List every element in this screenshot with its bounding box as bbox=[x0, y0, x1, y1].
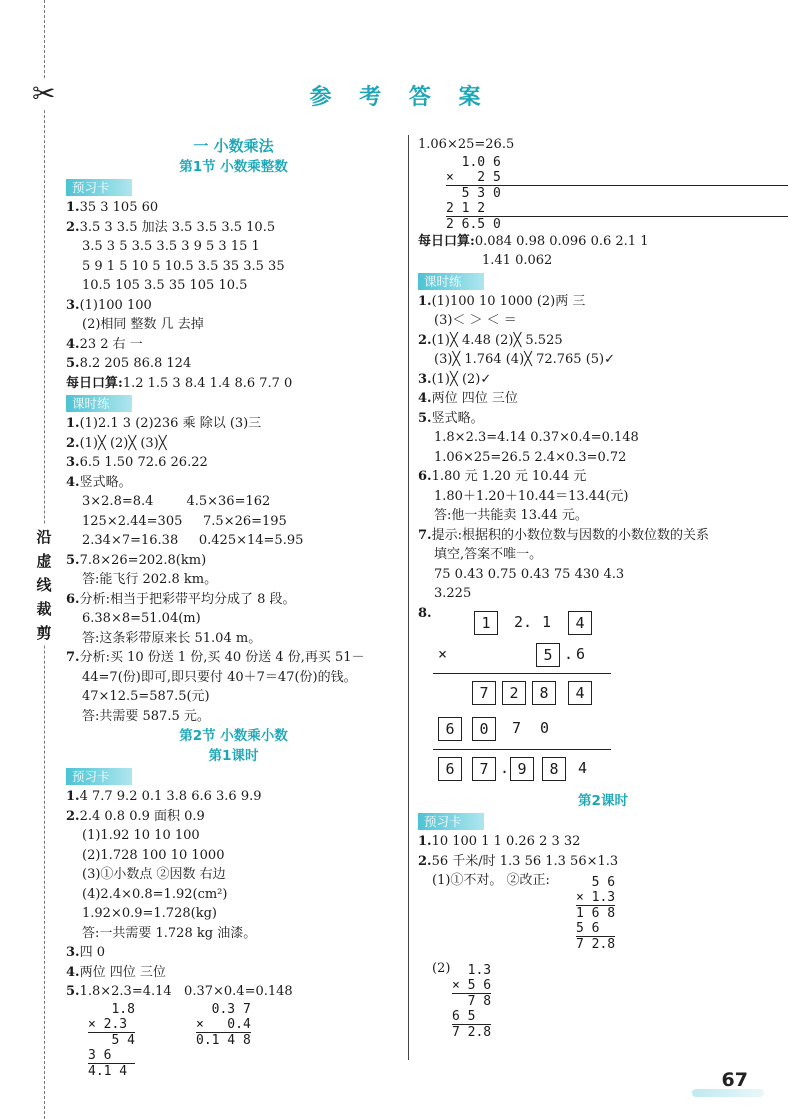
item-number: 5. bbox=[66, 552, 80, 568]
item-number: 3. bbox=[66, 945, 80, 960]
item-number: 5. bbox=[66, 356, 80, 371]
item-number: 2. bbox=[66, 435, 80, 451]
vertical-calc bbox=[88, 1002, 135, 1079]
answer-line bbox=[66, 648, 401, 668]
preview-tag: 预习卡 bbox=[66, 179, 132, 196]
answer-text: 2.4 0.8 0.9 面积 0.9 bbox=[79, 808, 205, 824]
calc-row: 1 6 8 bbox=[576, 906, 616, 921]
answer-line: 1.06×25=26.5 bbox=[418, 137, 515, 152]
answer-text: 35 3 105 60 bbox=[79, 200, 159, 215]
answer-text: 0.084 0.98 0.096 0.6 2.1 1 bbox=[474, 233, 649, 249]
answer-line bbox=[66, 414, 401, 434]
item-number: 2. bbox=[66, 808, 80, 824]
answer-text: 3.5 3 3.5 加法 3.5 3.5 3.5 10.5 bbox=[79, 219, 276, 235]
box-row bbox=[418, 751, 618, 791]
lesson-title: 第2课时 bbox=[578, 793, 628, 809]
vertical-calc-group bbox=[418, 959, 788, 1049]
answer-line bbox=[66, 982, 401, 1002]
answer-line: 2.34×7=16.38 0.425×14=5.95 bbox=[82, 533, 304, 548]
answer-text: (1)100 100 bbox=[79, 297, 152, 313]
digit-text: 0 bbox=[540, 719, 550, 737]
digit-box: 4 bbox=[568, 681, 592, 705]
digit-text: . bbox=[564, 645, 574, 663]
item-number: 2. bbox=[418, 332, 432, 348]
answer-line: 答:一共需要 1.728 kg 油漆。 bbox=[82, 925, 257, 941]
digit-box: 9 bbox=[510, 757, 534, 781]
answer-line: 答:能飞行 202.8 km。 bbox=[82, 572, 218, 587]
calc-row: 5 6 bbox=[576, 921, 615, 937]
calc-row: × 0.4 bbox=[196, 1016, 251, 1032]
answer-text: 分析:买 10 份送 1 份,买 40 份送 4 份,再买 51－ bbox=[79, 650, 365, 665]
answer-line: (1)1.92 10 10 100 bbox=[82, 828, 200, 843]
item-number: 7. bbox=[66, 650, 80, 665]
digit-text: 4 bbox=[578, 759, 588, 777]
answer-line: 答:他一共能卖 13.44 元。 bbox=[434, 508, 588, 523]
calc-row: 7 8 bbox=[452, 994, 492, 1009]
item-number: 1. bbox=[66, 416, 80, 431]
chapter-title: 一 小数乘法 bbox=[193, 137, 274, 155]
item-number: 1. bbox=[418, 293, 432, 309]
answer-line bbox=[66, 473, 401, 493]
answer-line: 答:这条彩带原来长 51.04 m。 bbox=[82, 630, 262, 646]
underline bbox=[433, 749, 611, 750]
digit-box: 8 bbox=[542, 757, 566, 781]
section-title: 第1节 小数乘整数 bbox=[179, 159, 288, 175]
item-number: 3. bbox=[66, 455, 80, 470]
calc-row: 5 3 0 bbox=[446, 185, 501, 201]
answer-text: 四 0 bbox=[79, 945, 105, 960]
answer-line bbox=[418, 467, 788, 487]
item-number: 4. bbox=[66, 336, 80, 352]
answer-line bbox=[66, 551, 401, 571]
answer-line: 1.92×0.9=1.728(kg) bbox=[82, 906, 217, 921]
digit-box: 0 bbox=[472, 717, 496, 741]
digit-box: 4 bbox=[568, 611, 592, 635]
digit-box: 5 bbox=[536, 643, 560, 667]
answer-line bbox=[66, 198, 401, 218]
answer-text: 两位 四位 三位 bbox=[79, 964, 166, 980]
vertical-calc bbox=[446, 155, 788, 232]
cut-char: 线 bbox=[36, 576, 52, 594]
answer-line: 44=7(份)即可,即只要付 40＋7＝47(份)的钱。 bbox=[82, 669, 357, 685]
answer-line bbox=[418, 526, 788, 546]
answer-text: 两位 四位 三位 bbox=[431, 391, 518, 406]
section-title: 第2节 小数乘小数 bbox=[179, 728, 288, 744]
calc-row: 1.8 bbox=[88, 1001, 135, 1017]
digit-box: 2 bbox=[502, 681, 526, 705]
answer-line: 75 0.43 0.75 0.43 75 430 4.3 bbox=[434, 566, 625, 582]
daily-calc-label: 每日口算: bbox=[418, 233, 475, 249]
answer-line: (3)╳ 1.764 (4)╳ 72.765 (5)✓ bbox=[434, 352, 616, 367]
practice-tag: 课时练 bbox=[66, 395, 132, 412]
preview-tag: 预习卡 bbox=[418, 813, 484, 830]
box-multiplication bbox=[418, 605, 788, 785]
calc-row: 6 5 bbox=[452, 1009, 491, 1025]
item-number: 5. bbox=[418, 410, 432, 426]
vertical-calc bbox=[196, 1002, 251, 1048]
answer-line: (2) bbox=[432, 961, 451, 976]
answer-line bbox=[418, 389, 788, 409]
preview-tag: 预习卡 bbox=[66, 768, 132, 785]
item-number: 1. bbox=[66, 200, 80, 215]
answer-text: 1.2 1.5 3 8.4 1.4 8.6 7.7 0 bbox=[122, 375, 293, 391]
answer-line: 3.225 bbox=[434, 586, 472, 601]
answer-line bbox=[66, 218, 401, 238]
answer-line: 10.5 105 3.5 35 105 10.5 bbox=[82, 278, 248, 293]
vertical-calc bbox=[576, 875, 615, 952]
cut-label bbox=[34, 525, 54, 645]
answer-text: 1.8×2.3=4.14 0.37×0.4=0.148 bbox=[79, 984, 293, 999]
answer-line: (4)2.4×0.8=1.92(cm²) bbox=[82, 886, 228, 902]
calc-row: × 5 6 bbox=[452, 978, 492, 993]
calc-row: × 2 5 bbox=[446, 170, 788, 186]
digit-box: 8 bbox=[532, 681, 556, 705]
right-column bbox=[418, 135, 788, 1049]
item-number: 4. bbox=[66, 964, 80, 980]
item-number: 2. bbox=[418, 853, 432, 869]
cut-char: 沿 bbox=[36, 528, 52, 546]
answer-text: 竖式略。 bbox=[79, 474, 132, 490]
answer-line: (1)①不对。 ②改正: bbox=[432, 873, 550, 888]
answer-line bbox=[418, 832, 788, 852]
page-number: 67 bbox=[721, 1069, 748, 1091]
item-number: 4. bbox=[66, 474, 80, 490]
answer-line: 125×2.44=305 7.5×26=195 bbox=[82, 513, 287, 529]
digit-text: . bbox=[500, 759, 510, 777]
digit-box: 6 bbox=[438, 757, 462, 781]
calc-row: 2 1 2 bbox=[446, 201, 788, 217]
answer-text: 竖式略。 bbox=[431, 410, 484, 426]
answer-text: 23 2 右 一 bbox=[79, 336, 143, 352]
answer-text: 56 千米/时 1.3 56 1.3 56×1.3 bbox=[431, 853, 619, 869]
lesson-title: 第1课时 bbox=[208, 748, 259, 764]
item-number: 8. bbox=[418, 605, 432, 621]
digit-box: 7 bbox=[472, 757, 496, 781]
answer-line: 1.80＋1.20＋10.44＝13.44(元) bbox=[434, 488, 629, 504]
answer-line: 6.38×8=51.04(m) bbox=[82, 611, 201, 626]
vertical-calc-group bbox=[418, 871, 788, 955]
digit-box: 1 bbox=[474, 611, 498, 635]
calc-row: 5 6 bbox=[576, 875, 616, 890]
calc-row: 1.3 bbox=[452, 963, 492, 978]
item-number: 6. bbox=[66, 591, 80, 607]
calc-row: 5 4 bbox=[88, 1032, 135, 1048]
multiply-sign: × bbox=[438, 645, 448, 663]
item-number: 5. bbox=[66, 984, 80, 999]
vertical-calc bbox=[452, 963, 491, 1040]
answer-line bbox=[66, 807, 401, 827]
calc-row: 3 6 bbox=[88, 1048, 135, 1064]
daily-calc-line bbox=[66, 374, 401, 394]
calc-row: 4.1 4 bbox=[88, 1063, 128, 1079]
answer-text: (1)100 10 1000 (2)两 三 bbox=[431, 293, 586, 309]
item-number: 3. bbox=[418, 371, 432, 387]
calc-row: 7 2.8 bbox=[452, 1025, 492, 1040]
practice-tag: 课时练 bbox=[418, 273, 484, 290]
answer-text: 6.5 1.50 72.6 26.22 bbox=[79, 455, 208, 470]
answer-text: 7.8×26=202.8(km) bbox=[79, 552, 207, 568]
answer-line: 47×12.5=587.5(元) bbox=[82, 689, 210, 704]
answer-line bbox=[418, 292, 788, 312]
digit-text: 1 bbox=[542, 613, 552, 631]
calc-row: 1.0 6 bbox=[446, 154, 501, 170]
answer-text: 分析:相当于把彩带平均分成了 8 段。 bbox=[79, 591, 296, 607]
vertical-calc-group bbox=[66, 1002, 401, 1082]
answer-line: 5 9 1 5 10 5 10.5 3.5 35 3.5 35 bbox=[82, 258, 285, 274]
answer-text: 1.80 元 1.20 元 10.44 元 bbox=[431, 469, 587, 484]
calc-row: 0.3 7 bbox=[196, 1001, 251, 1017]
calc-row: 2 6.5 0 bbox=[446, 216, 501, 232]
digit-box: 7 bbox=[472, 681, 496, 705]
answer-line: (3)①小数点 ②因数 右边 bbox=[82, 867, 226, 882]
digit-text: 6 bbox=[576, 645, 586, 663]
underline bbox=[433, 673, 611, 674]
answer-line bbox=[66, 434, 401, 454]
column-divider bbox=[408, 135, 409, 1060]
box-row bbox=[418, 675, 618, 715]
answer-text: 10 100 1 1 0.26 2 3 32 bbox=[431, 834, 581, 849]
answer-line bbox=[66, 453, 401, 473]
cut-char: 裁 bbox=[36, 600, 52, 618]
box-row bbox=[418, 711, 618, 751]
answer-text: (1)╳ 4.48 (2)╳ 5.525 bbox=[431, 332, 563, 348]
calc-row: × 2.3 bbox=[88, 1017, 135, 1033]
left-column bbox=[66, 135, 401, 1082]
answer-line: 答:共需要 587.5 元。 bbox=[82, 708, 210, 724]
answer-line: 1.8×2.3=4.14 0.37×0.4=0.148 bbox=[434, 430, 639, 445]
answer-line bbox=[66, 963, 401, 983]
digit-text: 2. bbox=[514, 613, 533, 631]
cut-char: 剪 bbox=[36, 624, 52, 642]
answer-line: 3×2.8=8.4 4.5×36=162 bbox=[82, 494, 271, 509]
answer-line bbox=[418, 409, 788, 429]
answer-line: 填空,答案不唯一。 bbox=[434, 547, 543, 562]
calc-row: 0.1 4 8 bbox=[196, 1032, 251, 1048]
item-number: 1. bbox=[66, 789, 80, 804]
answer-line bbox=[66, 943, 401, 963]
answer-text: (1)╳ (2)✓ bbox=[431, 371, 492, 387]
scissors-icon: ✂ bbox=[32, 77, 56, 110]
answer-line bbox=[66, 296, 401, 316]
answer-line: (3)＜ ＞ ＜ ＝ bbox=[434, 313, 517, 328]
answer-line: 1.41 0.062 bbox=[482, 253, 553, 268]
item-number: 3. bbox=[66, 297, 80, 313]
answer-line bbox=[418, 370, 788, 390]
answer-line bbox=[66, 590, 401, 610]
digit-text: 7 bbox=[512, 719, 522, 737]
cut-char: 虚 bbox=[36, 552, 52, 570]
answer-line bbox=[66, 787, 401, 807]
answer-line bbox=[418, 852, 788, 872]
calc-row: 7 2.8 bbox=[576, 937, 616, 952]
item-number: 2. bbox=[66, 219, 80, 235]
item-number: 4. bbox=[418, 391, 432, 406]
answer-text: (1)2.1 3 (2)236 乘 除以 (3)三 bbox=[79, 416, 262, 431]
item-number: 6. bbox=[418, 469, 432, 484]
page-title: 参 考 答 案 bbox=[309, 85, 491, 110]
answer-line bbox=[66, 335, 401, 355]
answer-text: 8.2 205 86.8 124 bbox=[79, 356, 192, 371]
box-row bbox=[418, 637, 618, 677]
item-number: 1. bbox=[418, 834, 432, 849]
answer-line: 3.5 3 5 3.5 3.5 3 9 5 3 15 1 bbox=[82, 239, 260, 254]
answer-line: 1.06×25=26.5 2.4×0.3=0.72 bbox=[434, 449, 627, 465]
digit-box: 6 bbox=[438, 717, 462, 741]
answer-line: (2)1.728 100 10 1000 bbox=[82, 847, 225, 863]
answer-line: (2)相同 整数 几 去掉 bbox=[82, 317, 204, 332]
calc-row: × 1.3 bbox=[576, 890, 616, 905]
answer-text: 4 7.7 9.2 0.1 3.8 6.6 3.6 9.9 bbox=[79, 789, 262, 804]
answer-line bbox=[418, 331, 788, 351]
daily-calc-label: 每日口算: bbox=[66, 375, 123, 391]
answer-line bbox=[66, 354, 401, 374]
item-number: 7. bbox=[418, 527, 432, 543]
daily-calc-line bbox=[418, 232, 788, 252]
answer-text: 提示:根据积的小数位数与因数的小数位数的关系 bbox=[431, 527, 709, 543]
answer-text: (1)╳ (2)╳ (3)╳ bbox=[79, 435, 167, 451]
